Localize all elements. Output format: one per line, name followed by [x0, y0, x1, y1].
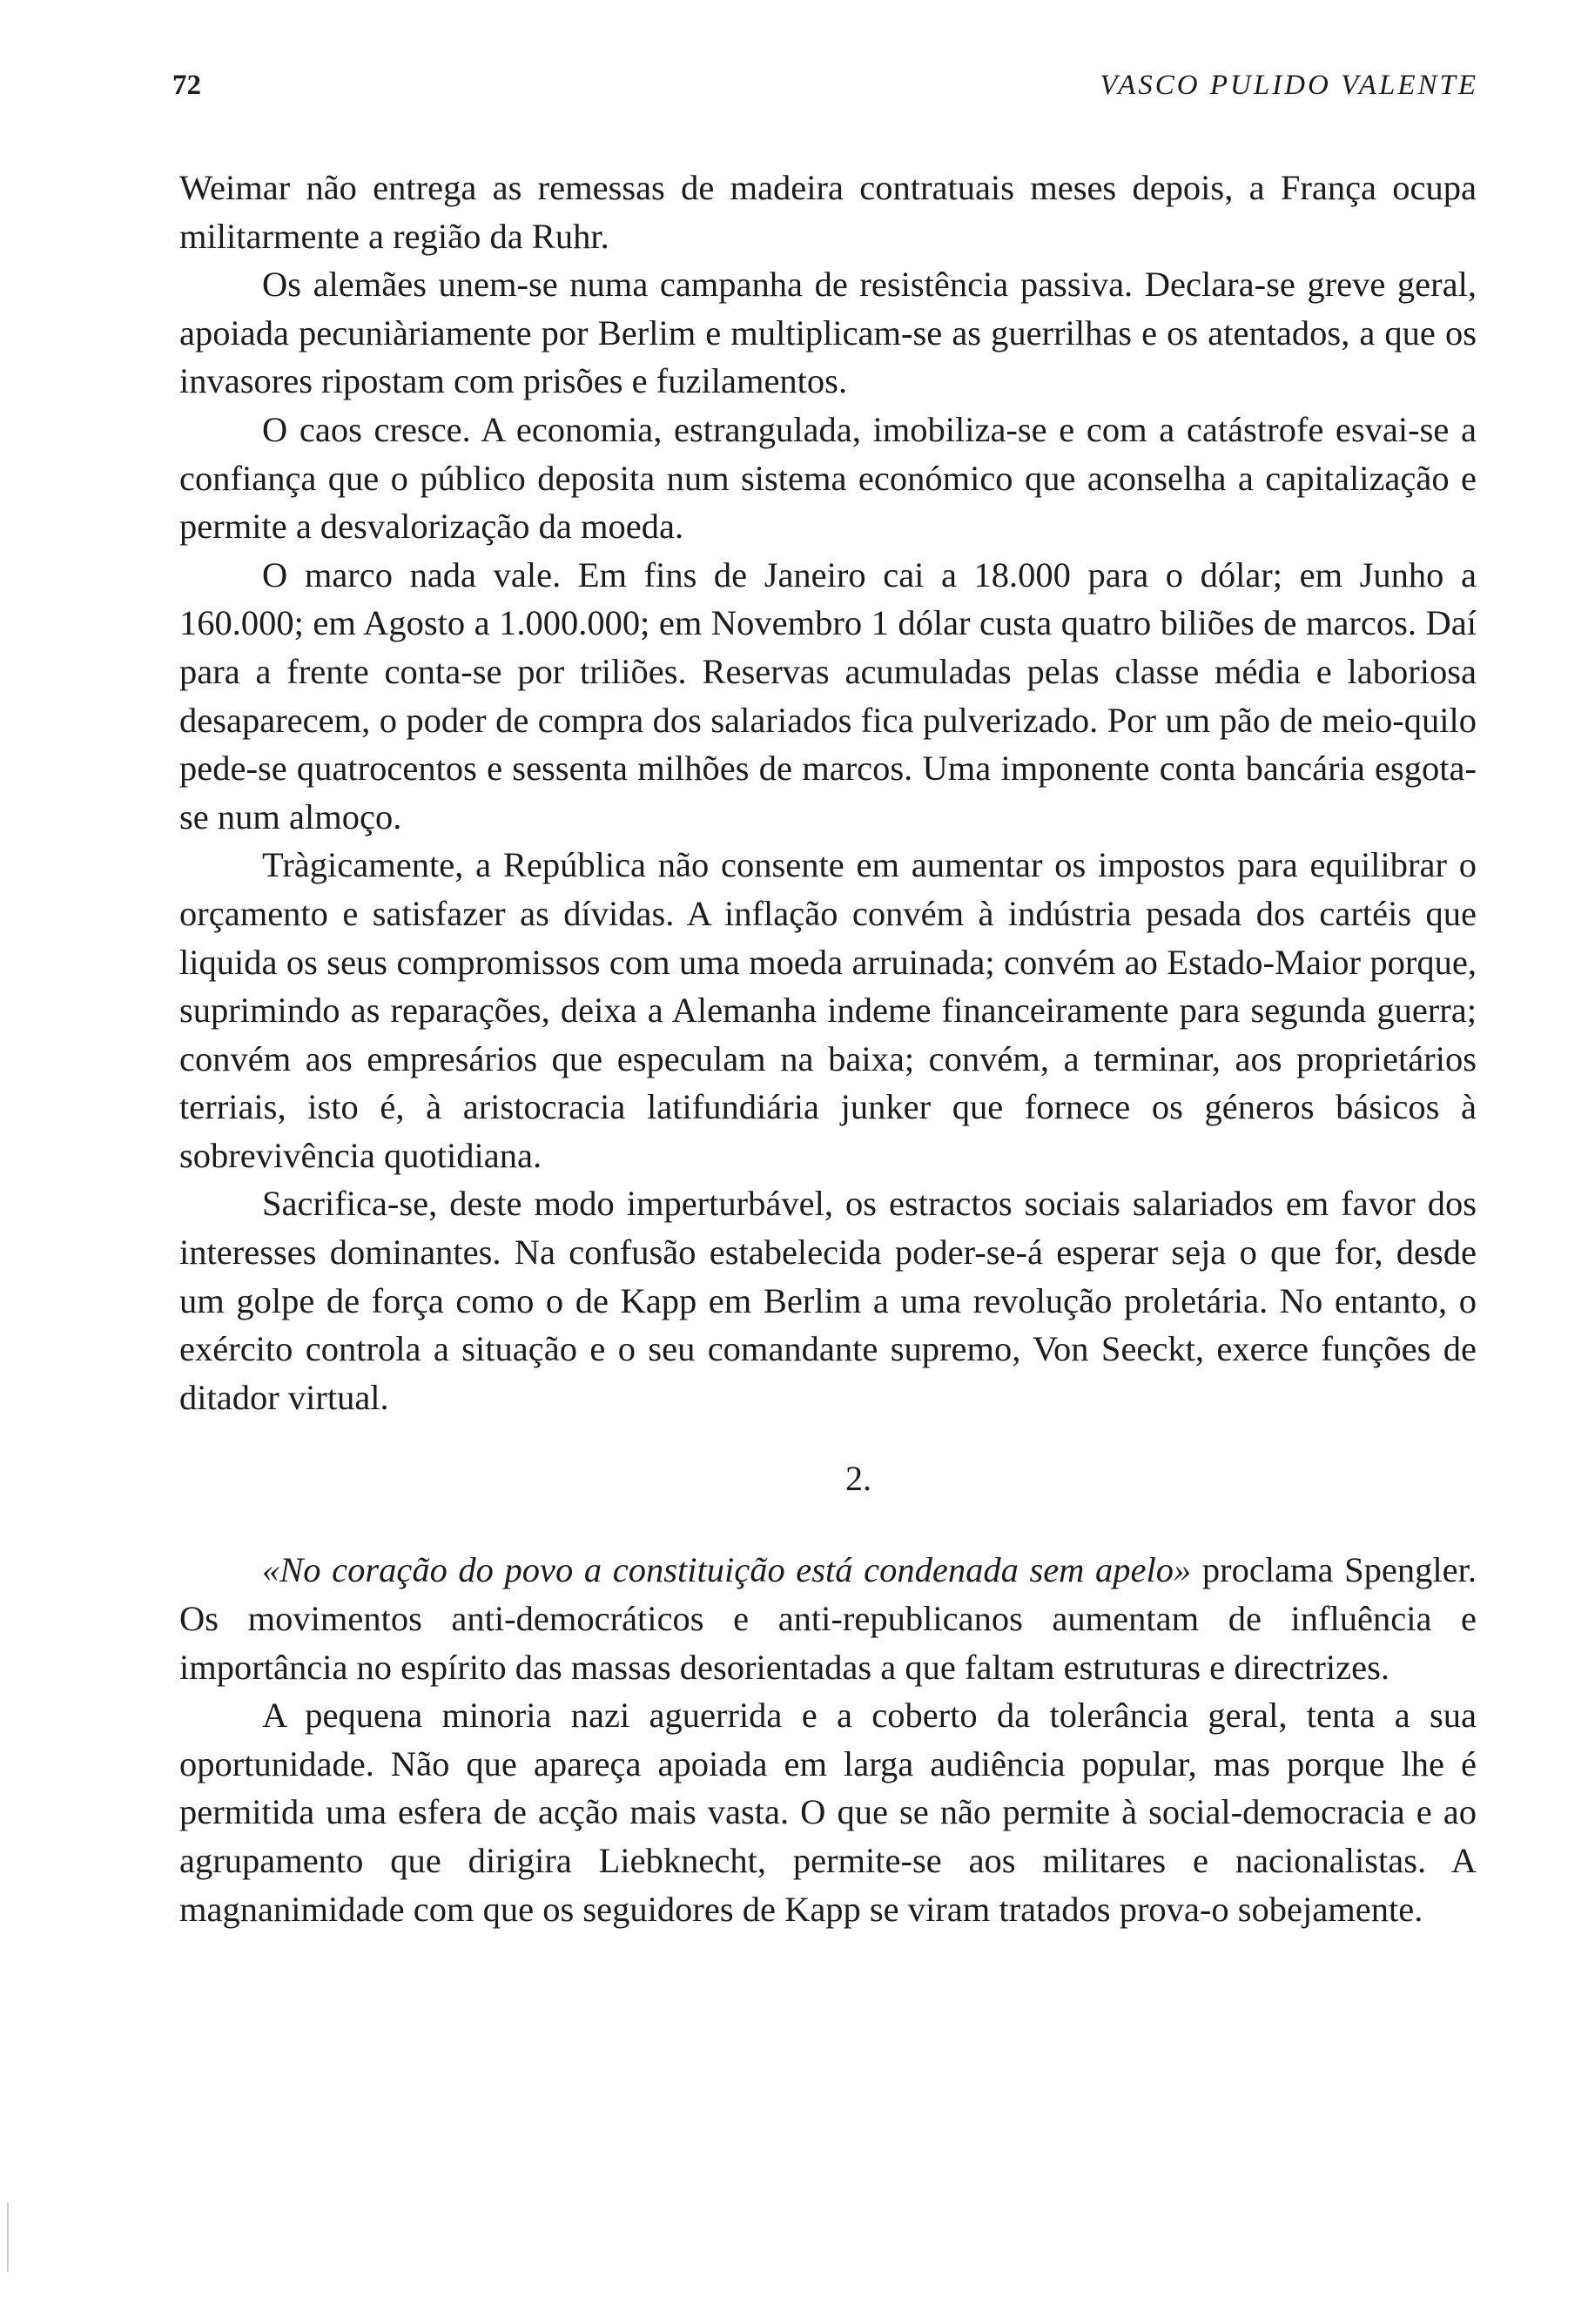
paragraph: Os alemães unem-se numa campanha de resistência passiva. Declara-se greve geral, apoiada pecuniàriamente por Berlim e multiplicam-se as guerrilhas e os atentados, a que os invasores ripostam com prisões e fuzilamentos.	[179, 265, 1477, 401]
body-text	[179, 164, 1477, 1933]
paragraph: Sacrifica-se, deste modo imperturbável, os estractos sociais salariados em favor dos interesses dominantes. Na confusão estabelecida poder-se-á esperar seja o que for, desde um golpe de força como o de Kapp em Berlim a uma revolução proletária. No entanto, o exército controla a situação e o seu comandante supremo, Von Seeckt, exerce funções de ditador virtual.	[179, 1184, 1477, 1417]
running-head: VASCO PULIDO VALENTE	[1100, 70, 1478, 101]
paragraph: Tràgicamente, a República não consente em aumentar os impostos para equilibrar o orçamento e satisfazer as dívidas. A inflação convém à indústria pesada dos cartéis que liquida os seus compromissos com uma moeda arruinada; convém ao Estado-Maior porque, suprimindo as reparações, deixa a Alemanha indeme financeiramente para segunda guerra; convém aos empresários que especulam na baixa; convém, a terminar, aos proprietários terriais, isto é, à aristocracia latifundiária junker que fornece os géneros básicos à sobrevivência quotidiana.	[179, 845, 1477, 1175]
paragraph: O caos cresce. A economia, estrangulada, imobiliza-se e com a catástrofe esvai-se a confiança que o público deposita num sistema económico que aconselha a capitalização e permite a desvalorização da moeda.	[179, 409, 1477, 547]
quote-paragraph-text: proclama Spengler. Os movimentos anti-democráticos e anti-republicanos aumentam de influência e importância no espírito das massas desorientadas a que faltam estruturas e directrizes.	[179, 1550, 1477, 1687]
page-number: 72	[172, 70, 201, 101]
spengler-quote: «No coração do povo a constituição está condenada sem apelo»	[262, 1550, 1192, 1590]
paragraph: Weimar não entrega as remessas de madeira contratuais meses depois, a França ocupa militarmente a região da Ruhr.	[179, 168, 1477, 256]
scan-margin-mark	[7, 2202, 9, 2272]
paragraph: A pequena minoria nazi aguerrida e a coberto da tolerância geral, tenta a sua oportunidade. Não que apareça apoiada em larga audiência popular, mas porque lhe é permitida uma esfera de acção mais vasta. O que se não permite à social-democracia e ao agrupamento que dirigira Liebknecht, permite-se aos militares e nacionalistas. A magnanimidade com que os seguidores de Kapp se viram tratados prova-o sobejamente.	[179, 1696, 1477, 1929]
page-header	[172, 70, 1478, 122]
section-number: 2.	[845, 1459, 871, 1499]
quote-paragraph	[179, 1546, 1477, 1691]
paragraph: O marco nada vale. Em fins de Janeiro cai a 18.000 para o dólar; em Junho a 160.000; em Agosto a 1.000.000; em Novembro 1 dólar custa quatro biliões de marcos. Daí para a frente conta-se por triliões. Reservas acumuladas pelas classe média e laboriosa desaparecem, o poder de compra dos salariados fica pulverizado. Por um pão de meio-quilo pede-se quatrocentos e sessenta milhões de marcos. Uma imponente conta bancária esgota-se num almoço.	[179, 554, 1477, 836]
